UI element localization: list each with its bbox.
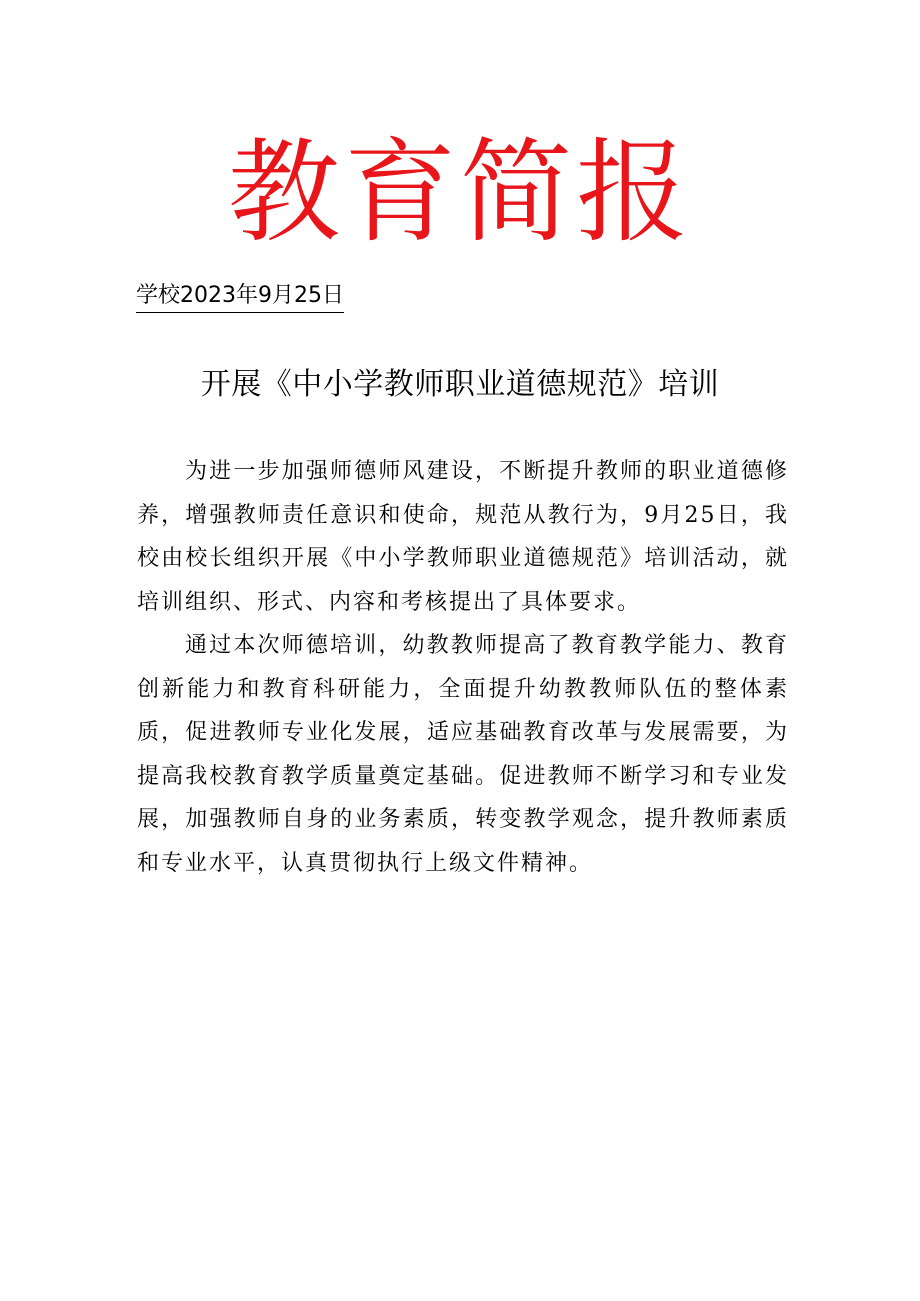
dateline: 学校2023年9月25日 [136,281,344,313]
article-headline: 开展《中小学教师职业道德规范》培训 [200,367,720,402]
article-paragraph: 通过本次师德培训，幼教教师提高了教育教学能力、教育创新能力和教育科研能力，全面提升幼教教师队伍的整体素质，促进教师专业化发展，适应基础教育改革与发展需要，为提高我校教育教学质量奠定基础。促进教师不断学习和专业发展，加强教师自身的业务素质，转变教学观念，提升教师素质和专业水平，认真贯彻执行上级文件精神。 [137,633,789,876]
masthead-title: 教育简报 [228,128,692,258]
article-body [137,450,789,885]
article-paragraph: 为进一步加强师德师风建设，不断提升教师的职业道德修养，增强教师责任意识和使命，规范从教行为，9月25日，我校由校长组织开展《中小学教师职业道德规范》培训活动，就培训组织、形式、内容和考核提出了具体要求。 [137,459,789,615]
